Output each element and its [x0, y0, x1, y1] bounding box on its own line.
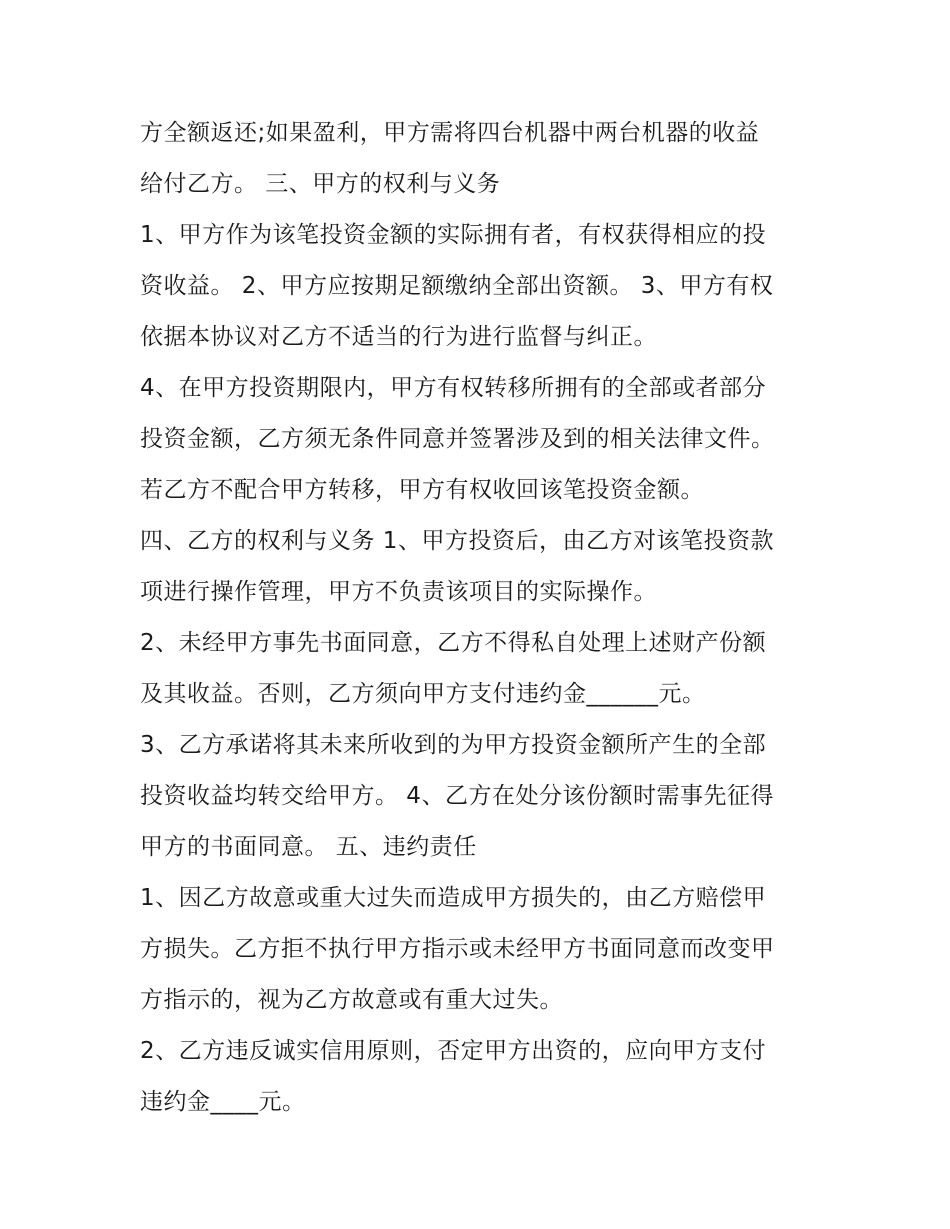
text-line: 及其收益。否则，乙方须向甲方支付违约金______元。: [140, 681, 706, 707]
text-line: 给付乙方。 三、甲方的权利与义务: [140, 171, 501, 197]
text-line: 1、甲方作为该笔投资金额的实际拥有者，有权获得相应的投: [140, 222, 767, 248]
text-line: 方损失。乙方拒不执行甲方指示或未经甲方书面同意而改变甲: [140, 936, 775, 962]
text-line: 方指示的，视为乙方故意或有重大过失。: [140, 987, 563, 1013]
text-line: 违约金____元。: [140, 1089, 306, 1115]
body-text: [140, 108, 840, 1128]
text-line: 甲方的书面同意。 五、违约责任: [140, 834, 477, 860]
text-line: 4、在甲方投资期限内，甲方有权转移所拥有的全部或者部分: [140, 375, 767, 401]
text-line: 方全额返还;如果盈利，甲方需将四台机器中两台机器的收益: [140, 120, 760, 146]
text-line: 1、因乙方故意或重大过失而造成甲方损失的，由乙方赔偿甲: [140, 885, 767, 911]
text-line: 投资收益均转交给甲方。 4、乙方在处分该份额时需事先征得: [140, 783, 774, 809]
text-line: 项进行操作管理，甲方不负责该项目的实际操作。: [140, 579, 657, 605]
text-line: 依据本协议对乙方不适当的行为进行监督与纠正。: [140, 324, 657, 350]
text-line: 投资金额，乙方须无条件同意并签署涉及到的相关法律文件。: [140, 426, 775, 452]
text-line: 四、乙方的权利与义务 1、甲方投资后，由乙方对该笔投资款: [140, 528, 774, 554]
text-line: 2、未经甲方事先书面同意，乙方不得私自处理上述财产份额: [140, 630, 767, 656]
text-line: 资收益。 2、甲方应按期足额缴纳全部出资额。 3、甲方有权: [140, 273, 774, 299]
text-line: 2、乙方违反诚实信用原则，否定甲方出资的，应向甲方支付: [140, 1038, 767, 1064]
text-line: 3、乙方承诺将其未来所收到的为甲方投资金额所产生的全部: [140, 732, 767, 758]
text-line: 若乙方不配合甲方转移，甲方有权收回该笔投资金额。: [140, 477, 704, 503]
